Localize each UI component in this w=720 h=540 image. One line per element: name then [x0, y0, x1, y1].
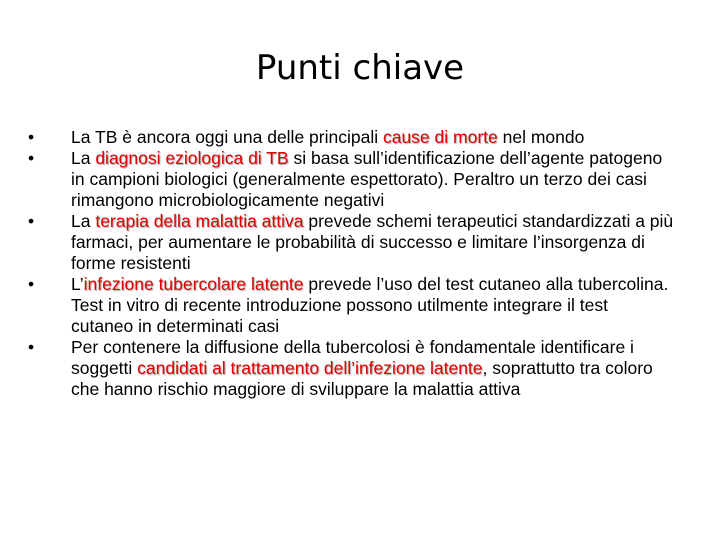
bullet-list: [28, 127, 674, 400]
bullet-text: , soprattutto tra coloro che hanno rischio maggiore di sviluppare la malattia attiva: [71, 358, 653, 399]
bullet-text: prevede schemi terapeutici standardizzati a più farmaci, per aumentare le probabilità di successo e limitare l’insorgenza di forme resistenti: [71, 211, 674, 273]
bullet-text: si basa sull’identificazione dell’agente patogeno in campioni biologici (generalmente espettorato). Peraltro un terzo dei casi rimangono microbiologicamente negativi: [71, 148, 663, 210]
bullet-text: Per contenere la diffusione della tubercolosi è fondamentale identificare i soggetti: [71, 337, 634, 378]
bullet-text: La TB è ancora oggi una delle principali: [71, 127, 383, 147]
bullet-marker: •: [28, 127, 35, 147]
bullet-item: [28, 148, 674, 211]
slide-title: Punti chiave: [255, 48, 465, 88]
bullet-marker: •: [28, 337, 35, 357]
bullet-highlight: candidati al trattamento dell’infezione latente: [137, 358, 483, 378]
bullet-item: [28, 274, 674, 337]
bullet-item: [28, 211, 674, 274]
bullet-text: La: [71, 211, 96, 231]
bullet-text: nel mondo: [497, 127, 585, 147]
bullet-marker: •: [28, 148, 35, 168]
bullet-item: [28, 337, 674, 400]
bullet-highlight: infezione tubercolare latente: [83, 274, 304, 294]
bullet-highlight: diagnosi eziologica di TB: [95, 148, 289, 168]
bullet-text: prevede l’uso del test cutaneo alla tubercolina. Test in vitro di recente introduzione possono utilmente integrare il test cutaneo in determinati casi: [71, 274, 669, 336]
bullet-marker: •: [28, 211, 35, 231]
bullet-marker: •: [28, 274, 35, 294]
bullet-highlight: cause di morte: [382, 127, 498, 147]
bullet-text: La: [71, 148, 96, 168]
bullet-text: L’: [71, 274, 84, 294]
bullet-highlight: terapia della malattia attiva: [95, 211, 304, 231]
bullet-item: [28, 127, 674, 148]
